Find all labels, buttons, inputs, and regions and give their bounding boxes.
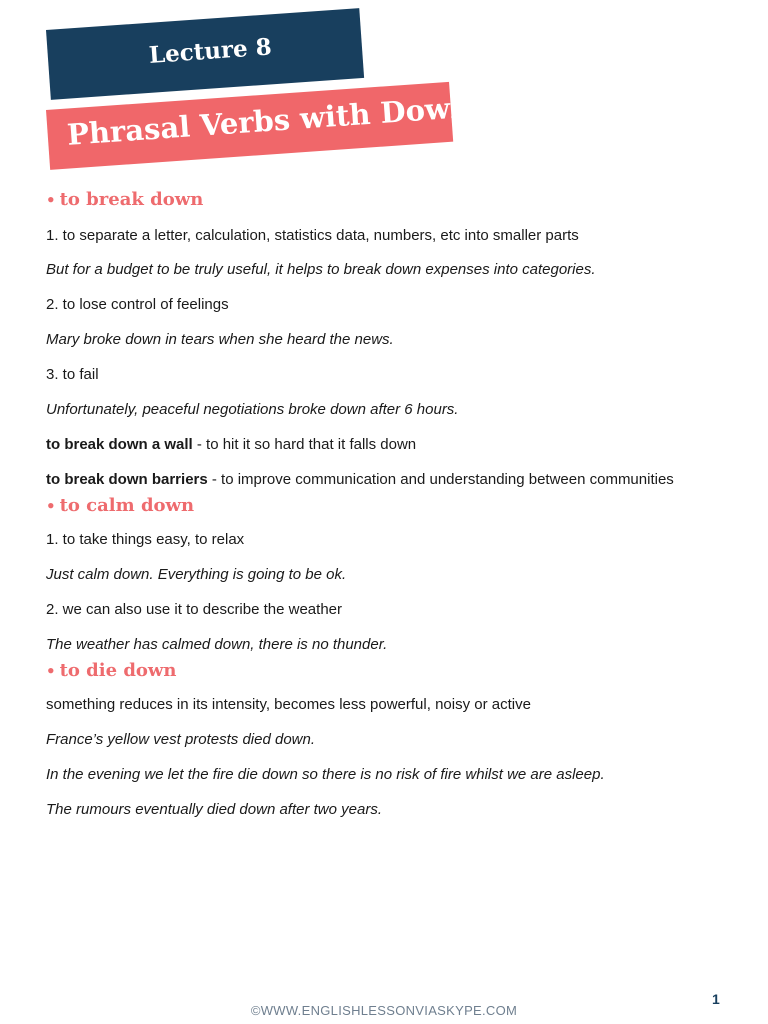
page-title: Phrasal Verbs with Down bbox=[66, 89, 472, 152]
example-line: In the evening we let the fire die down so there is no risk of fire whilst we are asleep. bbox=[46, 766, 605, 783]
definition-line: 1. to take things easy, to relax bbox=[46, 531, 245, 548]
section-heading-label: to break down bbox=[59, 189, 204, 210]
idiom-definition: - to improve communication and understanding between communities bbox=[207, 471, 674, 488]
definition-line: something reduces in its intensity, becomes less powerful, noisy or active bbox=[46, 696, 531, 713]
definition-line: 1. to separate a letter, calculation, statistics data, numbers, etc into smaller parts bbox=[46, 227, 579, 244]
page-number: 1 bbox=[712, 991, 720, 1007]
example-line: Unfortunately, peaceful negotiations broke down after 6 hours. bbox=[46, 401, 459, 418]
idiom-line bbox=[46, 471, 674, 489]
example-line: But for a budget to be truly useful, it helps to break down expenses into categories. bbox=[46, 261, 596, 278]
bullet-icon: • bbox=[46, 191, 56, 209]
section-heading-break-down bbox=[46, 189, 203, 210]
idiom-line bbox=[46, 436, 416, 454]
section-heading-label: to die down bbox=[59, 660, 177, 681]
bullet-icon: • bbox=[46, 497, 56, 515]
footer-website: ©WWW.ENGLISHLESSONVIASKYPE.COM bbox=[250, 1003, 518, 1018]
idiom-definition: - to hit it so hard that it falls down bbox=[192, 436, 417, 453]
section-heading-die-down bbox=[46, 660, 177, 681]
definition-line: 2. to lose control of feelings bbox=[46, 296, 229, 313]
example-line: Mary broke down in tears when she heard the news. bbox=[46, 331, 394, 348]
definition-line: 2. we can also use it to describe the weather bbox=[46, 601, 343, 618]
section-heading-calm-down bbox=[46, 495, 194, 516]
idiom-term: to break down a wall bbox=[46, 436, 193, 453]
lecture-label: Lecture 8 bbox=[148, 33, 273, 69]
bullet-icon: • bbox=[46, 662, 56, 680]
example-line: The rumours eventually died down after two years. bbox=[46, 801, 382, 818]
example-line: France’s yellow vest protests died down. bbox=[46, 731, 316, 748]
definition-line: 3. to fail bbox=[46, 366, 99, 383]
example-line: The weather has calmed down, there is no thunder. bbox=[46, 636, 388, 653]
example-line: Just calm down. Everything is going to be ok. bbox=[46, 566, 347, 583]
section-heading-label: to calm down bbox=[59, 495, 195, 516]
idiom-term: to break down barriers bbox=[46, 471, 208, 488]
